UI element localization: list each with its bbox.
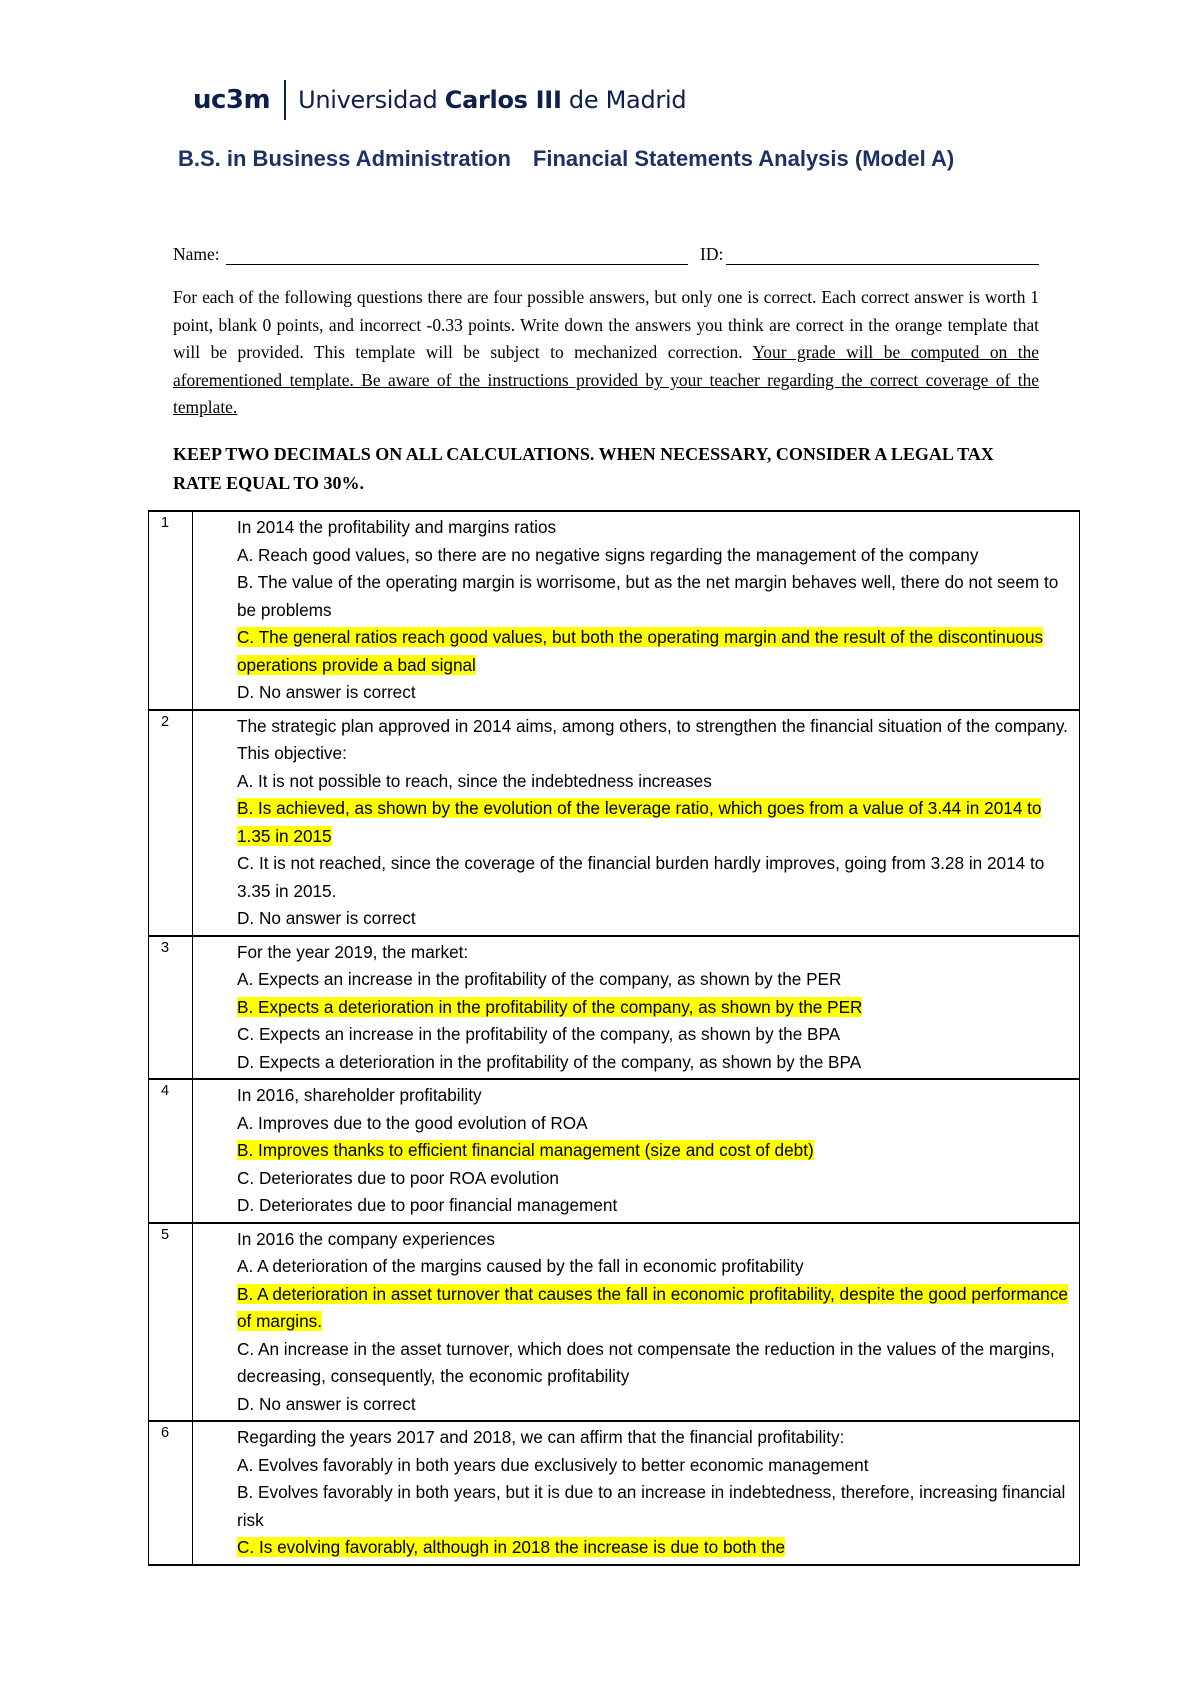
answer-option [237, 994, 1073, 1022]
answer-option [237, 1479, 1073, 1534]
highlighted-answer-text: B. Improves thanks to efficient financial management (size and cost of debt) [237, 1140, 814, 1160]
answer-text: A. Expects an increase in the profitability of the company, as shown by the PER [237, 969, 842, 989]
answer-text: D. Deteriorates due to poor financial management [237, 1195, 618, 1215]
answer-option [237, 569, 1073, 624]
question-body [193, 1079, 1080, 1223]
question-row [149, 710, 1080, 936]
student-info-row [173, 243, 1039, 267]
question-row [149, 936, 1080, 1080]
question-number: 4 [149, 1079, 193, 1223]
question-prompt: In 2014 the profitability and margins ratios [237, 517, 557, 537]
question-row [149, 1223, 1080, 1422]
university-name-part: de Madrid [561, 86, 687, 114]
question-number: 2 [149, 710, 193, 936]
answer-option [237, 1192, 1073, 1220]
answer-text: C. It is not reached, since the coverage of the financial burden hardly improves, going from 3.28 in 2014 to 3.35 in 2015. [237, 853, 1045, 901]
answer-text: D. Expects a deterioration in the profitability of the company, as shown by the BPA [237, 1051, 862, 1072]
instructions-underlined: Your grade will be computed on the aforementioned template. Be aware of the instructions provided by your teacher regarding the correct coverage of the template. [173, 342, 1039, 418]
answer-text: A. Reach good values, so there are no negative signs regarding the management of the company [237, 544, 979, 565]
answer-option [237, 1137, 1073, 1165]
question-body [193, 1223, 1080, 1422]
logo-mark: uc3m [193, 85, 271, 115]
university-name [298, 86, 686, 114]
answer-option [237, 905, 1073, 933]
instructions-paragraph [173, 284, 1039, 422]
answer-text: A. Improves due to the good evolution of ROA [237, 1112, 588, 1133]
degree-title: B.S. in Business Administration [178, 146, 511, 171]
answer-option [237, 679, 1073, 707]
answer-text: D. No answer is correct [237, 1393, 416, 1414]
question-row [149, 511, 1080, 710]
answer-text: B. Evolves favorably in both years, but it is due to an increase in indebtedness, therefore, increasing financial risk [237, 1482, 1066, 1530]
highlighted-answer-text: B. Is achieved, as shown by the evolution of the leverage ratio, which goes from a value of 3.44 in 2014 to 1.35 in 2015 [237, 798, 1042, 846]
answer-text: D. No answer is correct [237, 908, 416, 928]
answer-option [237, 1336, 1073, 1391]
answer-text: B. The value of the operating margin is worrisome, but as the net margin behaves well, there do not seem to be problems [237, 572, 1059, 620]
answer-option [237, 850, 1073, 905]
answer-option [237, 1281, 1073, 1336]
question-number: 6 [149, 1421, 193, 1565]
answer-option [237, 795, 1073, 850]
name-field[interactable] [226, 263, 688, 265]
logo-divider [284, 80, 286, 120]
course-title: Financial Statements Analysis (Model A) [532, 146, 955, 171]
question-body [193, 1421, 1080, 1565]
question-prompt: The strategic plan approved in 2014 aims, among others, to strengthen the financial situation of the company. This objective: [237, 715, 1068, 763]
answer-option [237, 1021, 1073, 1049]
question-body [193, 511, 1080, 710]
question-body [193, 936, 1080, 1080]
instructions-text: For each of the following questions there are four possible answers, but only one is correct. Each correct answer is worth 1 point, blank 0 points, and incorrect -0.33 points. Write down the answers you think are correct in the orange template that will be provided. This template will be subject to mechanized correction. [173, 287, 1039, 363]
exam-heading [178, 146, 954, 172]
university-name-part: Universidad [298, 86, 445, 114]
highlighted-answer-text: B. Expects a deterioration in the profitability of the company, as shown by the PER [237, 996, 863, 1017]
answer-option [237, 542, 1073, 570]
answer-text: D. No answer is correct [237, 682, 416, 702]
answer-option [237, 1110, 1073, 1138]
question-body [193, 710, 1080, 936]
question-row [149, 1079, 1080, 1223]
university-name-bold: Carlos III [444, 86, 562, 114]
answer-option [237, 1452, 1073, 1480]
highlighted-answer-text: C. The general ratios reach good values, but both the operating margin and the result of the discontinuous operations provide a bad signal [237, 627, 1044, 675]
answer-text: A. A deterioration of the margins caused by the fall in economic profitability [237, 1256, 804, 1276]
answer-text: C. Deteriorates due to poor ROA evolution [237, 1167, 559, 1188]
question-number: 3 [149, 936, 193, 1080]
calculation-note: KEEP TWO DECIMALS ON ALL CALCULATIONS. WHEN NECESSARY, CONSIDER A LEGAL TAX RATE EQUAL TO 30%. [173, 444, 994, 493]
question-row [149, 1421, 1080, 1565]
question-prompt: In 2016, shareholder profitability [237, 1085, 482, 1105]
answer-option [237, 1391, 1073, 1419]
id-field[interactable] [726, 263, 1039, 265]
question-number: 5 [149, 1223, 193, 1422]
answer-option [237, 1253, 1073, 1281]
answer-text: C. Expects an increase in the profitability of the company, as shown by the BPA [237, 1024, 841, 1044]
answer-text: A. It is not possible to reach, since the indebtedness increases [237, 770, 712, 791]
id-label: ID: [700, 244, 724, 264]
question-prompt: For the year 2019, the market: [237, 941, 469, 962]
answer-option [237, 966, 1073, 994]
university-logo [193, 80, 686, 120]
answer-option [237, 624, 1073, 679]
answer-option [237, 1534, 1073, 1562]
highlighted-answer-text: B. A deterioration in asset turnover that causes the fall in economic profitability, despite the good performance of margins. [237, 1283, 1068, 1331]
name-label: Name: [173, 244, 220, 264]
answer-text: C. An increase in the asset turnover, which does not compensate the reduction in the values of the margins, decreasing, consequently, the economic profitability [237, 1338, 1055, 1386]
highlighted-answer-text: C. Is evolving favorably, although in 2018 the increase is due to both the [237, 1537, 786, 1557]
question-number: 1 [149, 511, 193, 710]
answer-option [237, 1165, 1073, 1193]
questions-table [148, 510, 1080, 1566]
answer-option [237, 1049, 1073, 1077]
question-prompt: Regarding the years 2017 and 2018, we can affirm that the financial profitability: [237, 1427, 845, 1447]
question-prompt: In 2016 the company experiences [237, 1228, 495, 1249]
answer-option [237, 768, 1073, 796]
answer-text: A. Evolves favorably in both years due exclusively to better economic management [237, 1454, 869, 1475]
